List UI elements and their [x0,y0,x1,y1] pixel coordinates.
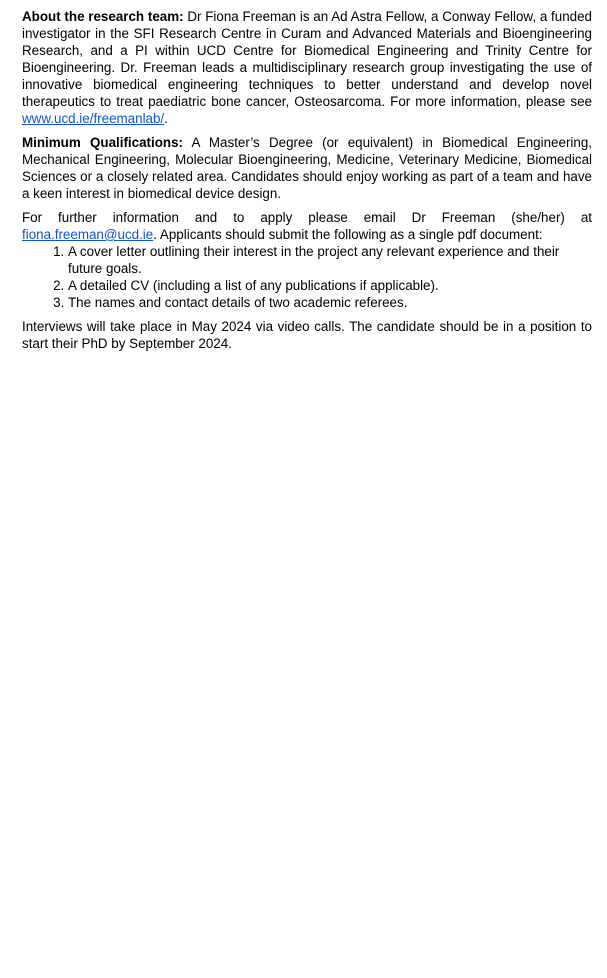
interviews-paragraph: Interviews will take place in May 2024 via video calls. The candidate should be in a position to start their PhD by September 2024. [22,319,592,351]
apply-text-after: . Applicants should submit the following as a single pdf document: [153,227,543,242]
list-item: 3. The names and contact details of two academic referees. [68,294,592,311]
application-list [22,243,592,311]
qualifications-paragraph [22,134,592,202]
about-after-link: . [164,111,168,126]
list-item: 2. A detailed CV (including a list of any publications if applicable). [68,277,592,294]
apply-text-before: For further information and to apply please email Dr Freeman (she/her) at [22,210,592,225]
email-link[interactable]: fiona.freeman@ucd.ie [22,227,154,242]
freemanlab-link[interactable]: www.ucd.ie/freemanlab/ [22,111,165,126]
apply-paragraph [22,209,592,243]
about-text: Dr Fiona Freeman is an Ad Astra Fellow, a Conway Fellow, a funded investigator in the SFI Research Centre in Curam and Advanced Materials and Bioengineering Research, and a PI within UCD Centre for Biomedical Engineering and Trinity Centre for Bioengineering. Dr. Freeman leads a multidisciplinary research group investigating the use of innovative biomedical engineering techniques to better understand and develop novel therapeutics to treat paediatric bone cancer, Osteosarcoma. For more information, please see [22,9,592,109]
list-item: 1. A cover letter outlining their interest in the project any relevant experience and their future goals. [68,243,592,277]
about-paragraph [22,8,592,127]
qualifications-text: A Master’s Degree (or equivalent) in Biomedical Engineering, Mechanical Engineering, Molecular Bioengineering, Medicine, Veterinary Medicine, Biomedical Sciences or a closely related area. Candidates should enjoy working as part of a team and have a keen interest in biomedical device design. [22,135,592,201]
qualifications-heading: Minimum Qualifications: [22,135,183,150]
about-heading: About the research team: [22,9,184,24]
document-page [22,8,592,359]
